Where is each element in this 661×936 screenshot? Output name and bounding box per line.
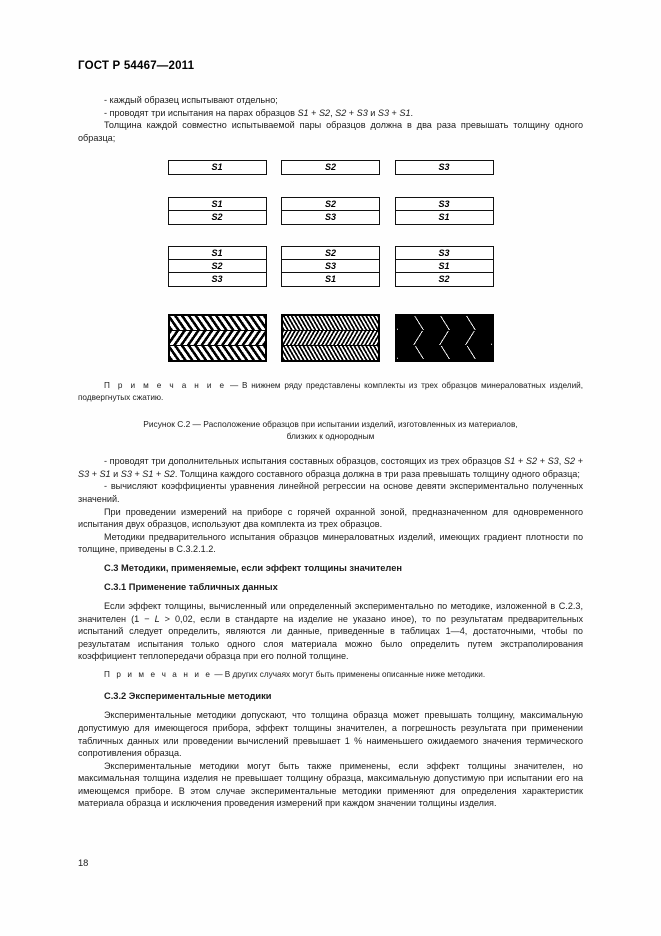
section-heading-c32: С.3.2 Экспериментальные методики xyxy=(104,691,272,702)
hatch-band xyxy=(283,346,378,361)
figure-row-pairs xyxy=(168,197,494,225)
figure-caption xyxy=(78,418,583,442)
sample-label-s1b: S1 xyxy=(399,107,411,118)
paragraph-c32-body-2: Экспериментальные методики могут быть также применены, если эффект толщины значителен, но максимальная толщина изделия не превышает толщину образца, максимальную допустимую при испытании его на имеющемся приборе. В этом случае экспериментальные методики применяют для определения характеристик материала образца и исключения проведения измерений при каждом значении толщины изделия. xyxy=(78,760,583,809)
separator-and: и xyxy=(367,107,378,118)
composite-formula-1: S1 + S2 + S3 xyxy=(504,456,559,467)
additional-tests-prefix: - проводят три дополнительных испытания составных образцов, состоящих из трех образцов xyxy=(104,456,505,467)
figure-row-single xyxy=(168,160,494,175)
bullet-three-tests-prefix: - проводят три испытания на парах образцов xyxy=(104,107,298,118)
page-content xyxy=(78,60,583,810)
sample-stack xyxy=(168,160,267,175)
plus-sign-3: + xyxy=(389,107,400,118)
sample-label-s3b: S3 xyxy=(377,107,390,118)
sample-cell: S1 xyxy=(396,260,493,273)
hatch-band xyxy=(283,331,378,346)
paragraph-c31-body xyxy=(78,600,583,663)
sample-cell: S2 xyxy=(282,247,379,260)
sample-cell: S3 xyxy=(324,212,336,223)
bullet-each-sample xyxy=(78,94,583,107)
figure-c2 xyxy=(78,160,583,442)
section-heading-c3: С.3 Методики, применяемые, если эффект толщины значителен xyxy=(104,562,403,573)
sample-cell: S1 xyxy=(324,274,336,285)
sample-stack xyxy=(281,160,380,175)
sample-stack xyxy=(168,197,267,225)
sample-cell: S1 xyxy=(211,162,223,173)
paragraph-methods-reference: Методики предварительного испытания образцов минераловатных изделий, имеющих градиент плотности по толщине, приведены в С.3.2.1.2. xyxy=(78,531,583,555)
sample-label-s2b: S2 xyxy=(335,107,347,118)
period: . xyxy=(410,107,414,118)
hatch-band xyxy=(170,346,265,361)
note-other-cases xyxy=(78,669,583,680)
page-number: 18 xyxy=(78,858,89,868)
sample-stack xyxy=(395,160,494,175)
sample-label-s2: S2 xyxy=(318,107,331,118)
sample-cell: S2 xyxy=(169,260,266,273)
sample-cell: S2 xyxy=(438,274,450,285)
paragraph-hot-zone: При проведении измерений на приборе с горячей охранной зоной, предназначенном для одновременного испытания двух образцов, используют два комплекта из трех образцов. xyxy=(78,506,583,530)
hatch-band xyxy=(170,331,265,346)
sample-stack xyxy=(395,197,494,225)
additional-tests-tail: . Толщина каждого составного образца должна в три раза превышать толщину одного образца; xyxy=(174,468,580,479)
figure-caption-line-2: близких к однородным xyxy=(286,431,375,442)
sample-cell: S3 xyxy=(396,247,493,260)
variable-L: L xyxy=(154,613,160,624)
document-header: ГОСТ Р 54467—2011 xyxy=(78,60,195,72)
sample-cell: S2 xyxy=(282,198,379,211)
composite-formula-2: S2 + S3 + S1 xyxy=(78,456,583,479)
sample-cell: S3 xyxy=(282,260,379,273)
plus-sign-2: + xyxy=(346,107,357,118)
sample-stack xyxy=(168,246,267,287)
figure-note xyxy=(78,380,583,403)
separator-and-2: и xyxy=(110,468,121,479)
plus-sign: + xyxy=(308,107,319,118)
paragraph-regression: - вычисляют коэффициенты уравнения линейной регрессии на основе девяти экспериментально полученных значений. xyxy=(78,481,583,504)
hatch-band xyxy=(397,331,492,346)
hatch-band xyxy=(397,346,492,361)
c31-body-part-1: Если эффект толщины, вычисленный или определенный экспериментально по методике, изложенной в С.2.3, значителен (1 − xyxy=(78,600,583,624)
bullet-three-tests xyxy=(78,107,583,120)
herringbone-compressed-block xyxy=(395,314,494,362)
sample-label-s1: S1 xyxy=(297,107,309,118)
hatch-band xyxy=(283,316,378,331)
note-label: П р и м е ч а н и е xyxy=(104,381,227,391)
figure-row-compressed-specimens xyxy=(168,314,494,362)
sample-stack xyxy=(281,246,380,287)
sample-cell: S2 xyxy=(211,212,223,223)
bullet-each-sample-text: - каждый образец испытывают отдельно; xyxy=(104,95,278,105)
sample-label-s3: S3 xyxy=(356,107,368,118)
sample-cell: S3 xyxy=(211,274,223,285)
paragraph-c32-body-1: Экспериментальные методики допускают, что толщина образца может превышать толщину, максимальную допустимую для имеющегося прибора, эффект толщины значителен, а погрешность результата при применении табличных данных или проведении вычислений превышает 1 % наименьшего ожидаемого значения термического сопротивления образца. xyxy=(78,710,583,759)
c31-body-part-2: > 0,02, если в стандарте на изделие не указано иное), то по результатам предварительных испытаний следует определить, являются ли данные, приведенные в таблицах 1—4, достаточными, чтобы по результатам испытания только одного слоя материала можно было определить путем экстраполирования коэффициент теплопередачи образца при его полной толщине. xyxy=(78,613,584,662)
figure-row-triples xyxy=(168,246,494,287)
sample-cell: S3 xyxy=(438,162,450,173)
note-text: — В нижнем ряду представлены комплекты из трех образцов минераловатных изделий, подвергнутых сжатию. xyxy=(78,381,583,402)
herringbone-coarse-block xyxy=(168,314,267,362)
sample-stack xyxy=(281,197,380,225)
separator-comma: , xyxy=(330,107,336,118)
hatch-band xyxy=(170,316,265,331)
paragraph-additional-tests xyxy=(78,455,583,480)
sample-cell: S3 xyxy=(396,198,493,211)
note-text: — В других случаях могут быть применены описанные ниже методики. xyxy=(212,669,486,679)
sample-cell: S2 xyxy=(324,162,336,173)
sample-stack xyxy=(395,246,494,287)
sample-cell: S1 xyxy=(169,198,266,211)
note-label: П р и м е ч а н и е xyxy=(104,669,213,679)
herringbone-medium-block xyxy=(281,314,380,362)
sample-cell: S1 xyxy=(169,247,266,260)
composite-formula-3: S3 + S1 + S2 xyxy=(120,468,175,479)
figure-caption-line-1: Рисунок С.2 — Расположение образцов при испытании изделий, изготовленных из материалов, xyxy=(143,419,518,430)
sample-cell: S1 xyxy=(438,212,450,223)
hatch-band xyxy=(397,316,492,331)
section-heading-c31: С.3.1 Применение табличных данных xyxy=(104,581,278,592)
separator-comma-2: , xyxy=(558,456,564,467)
paragraph-pair-thickness: Толщина каждой совместно испытываемой пары образцов должна в два раза превышать толщину одного образца; xyxy=(78,120,583,143)
